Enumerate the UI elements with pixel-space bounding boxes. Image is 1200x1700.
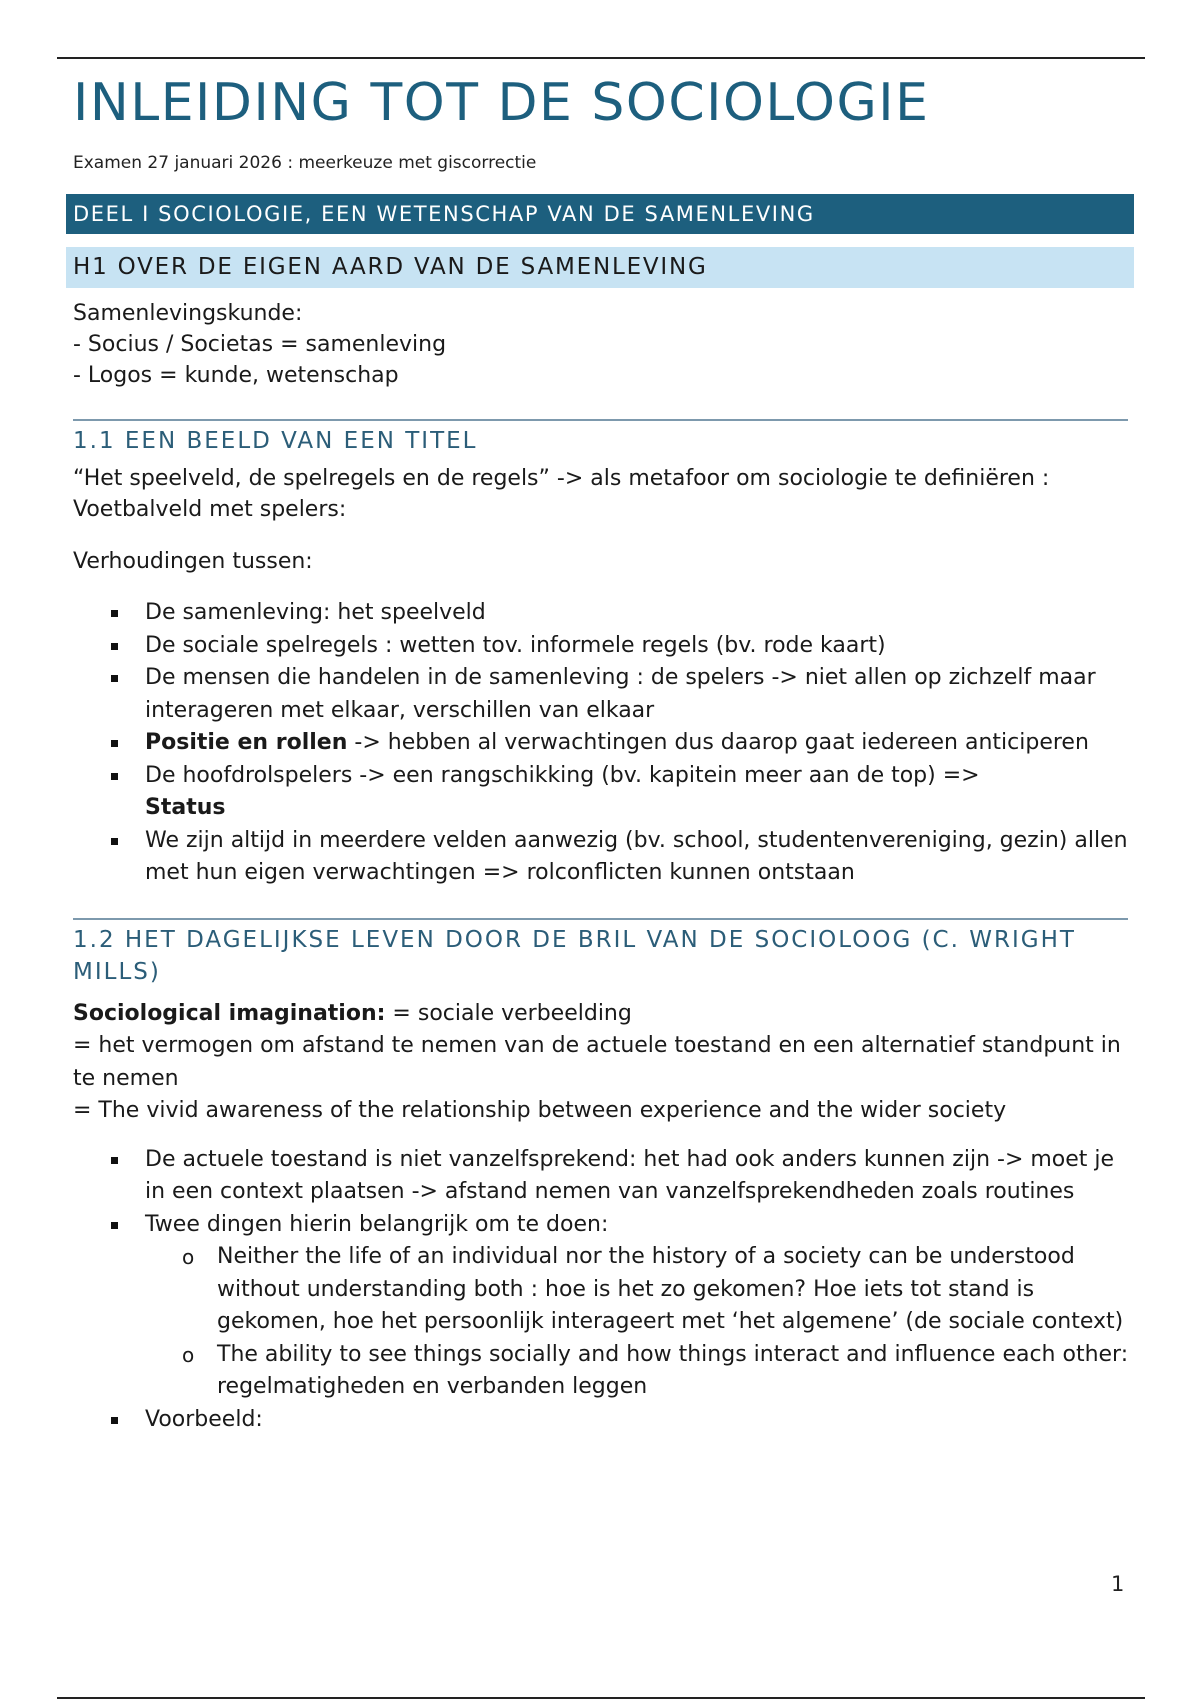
chapter-heading: H1 OVER DE EIGEN AARD VAN DE SAMENLEVING: [66, 247, 1134, 288]
section-heading-1-2: 1.2 HET DAGELIJKSE LEVEN DOOR DE BRIL VAN DE SOCIOLOOG (C. WRIGHT MILLS): [73, 926, 1076, 985]
definition-line: = het vermogen om afstand te nemen van de actuele toestand en een alternatief standpunt in te nemen: [73, 1033, 1121, 1091]
bullet-marker: [111, 838, 118, 845]
list-item: De actuele toestand is niet vanzelfsprekend: het had ook anders kunnen zijn -> moet je in een context plaatsen -> afstand nemen van vanzelfsprekendheden zoals routines: [73, 1144, 1138, 1209]
document-page: [73, 68, 1138, 1436]
list-item: De samenleving: het speelveld: [73, 597, 1138, 630]
definition-term: Sociological imagination: = sociale verbeelding: [73, 1000, 632, 1026]
list-item: Voorbeeld:: [73, 1404, 1138, 1437]
page-top-rule: [57, 57, 1145, 59]
bullet-marker: [111, 740, 118, 747]
intro-block: [73, 298, 1138, 391]
intro-line: - Socius / Societas = samenleving: [73, 332, 447, 357]
bullet-marker: [111, 675, 118, 682]
bold-term: Sociological imagination:: [73, 1000, 386, 1026]
document-title: INLEIDING TOT DE SOCIOLOGIE: [73, 73, 930, 133]
list-item: De mensen die handelen in de samenleving : de spelers -> niet allen op zichzelf maar interageren met elkaar, verschillen van elkaar: [73, 662, 1138, 727]
sub-list-item: o The ability to see things socially and how things interact and influence each other: regelmatigheden en verbanden leggen: [145, 1339, 1138, 1404]
section-heading-1-1: 1.1 EEN BEELD VAN EEN TITEL: [73, 428, 478, 454]
list-item: We zijn altijd in meerdere velden aanwezig (bv. school, studentenvereniging, gezin) allen met hun eigen verwachtingen => rolconflicten kunnen ontstaan: [73, 825, 1138, 890]
sub-list-item: o Neither the life of an individual nor the history of a society can be understood without understanding both : hoe is het zo gekomen? Hoe iets tot stand is gekomen, hoe het persoonlijk interageert met ‘het algemene’ (de sociale context): [145, 1241, 1138, 1339]
definition-block: [73, 998, 1138, 1128]
list-item: Positie en rollen -> hebben al verwachtingen dus daarop gaat iedereen anticiperen: [73, 727, 1138, 760]
bold-term: Positie en rollen: [145, 730, 348, 755]
section-paragraph: “Het speelveld, de spelregels en de regels” -> als metafoor om sociologie te definiëren : Voetbalveld met spelers:: [73, 466, 1050, 522]
section-divider: [73, 918, 1128, 920]
bullet-marker: [111, 610, 118, 617]
bullet-marker: [111, 1157, 118, 1164]
section-lead: Verhoudingen tussen:: [73, 549, 313, 574]
list-item: De sociale spelregels : wetten tov. informele regels (bv. rode kaart): [73, 630, 1138, 663]
bullet-list: [73, 597, 1138, 890]
bullet-marker: [111, 643, 118, 650]
list-item: De hoofdrolspelers -> een rangschikking (bv. kapitein meer aan de top) => Status: [73, 760, 1138, 825]
intro-line: Samenlevingskunde:: [73, 301, 303, 326]
sub-list: [73, 1241, 1138, 1404]
page-number: 1: [1111, 1572, 1125, 1596]
intro-line: - Logos = kunde, wetenschap: [73, 363, 399, 388]
bullet-marker: [111, 1417, 118, 1424]
part-heading: DEEL I SOCIOLOGIE, EEN WETENSCHAP VAN DE SAMENLEVING: [66, 194, 1134, 234]
definition-line: = The vivid awareness of the relationship between experience and the wider society: [73, 1098, 1007, 1123]
bullet-list: [73, 1144, 1138, 1437]
document-subtitle: Examen 27 januari 2026 : meerkeuze met giscorrectie: [73, 153, 537, 173]
page-bottom-rule: [57, 1697, 1145, 1699]
bullet-marker: [111, 773, 118, 780]
bold-term: Status: [145, 795, 226, 820]
sub-bullet-marker: o: [182, 1342, 195, 1367]
sub-bullet-marker: o: [182, 1245, 195, 1269]
list-item: Twee dingen hierin belangrijk om te doen: o Neither the life of an individual nor the history of a society can be understood without understanding both : hoe is het zo gekomen? Hoe iets tot stand is gekomen, hoe het persoonlijk interageert met ‘het algemene’ (de sociale context) o The ability to see things socially and how things interact and influence each other: regelmatigheden en verbanden leggen: [73, 1209, 1138, 1404]
section-divider: [73, 419, 1128, 421]
bullet-marker: [111, 1222, 118, 1229]
